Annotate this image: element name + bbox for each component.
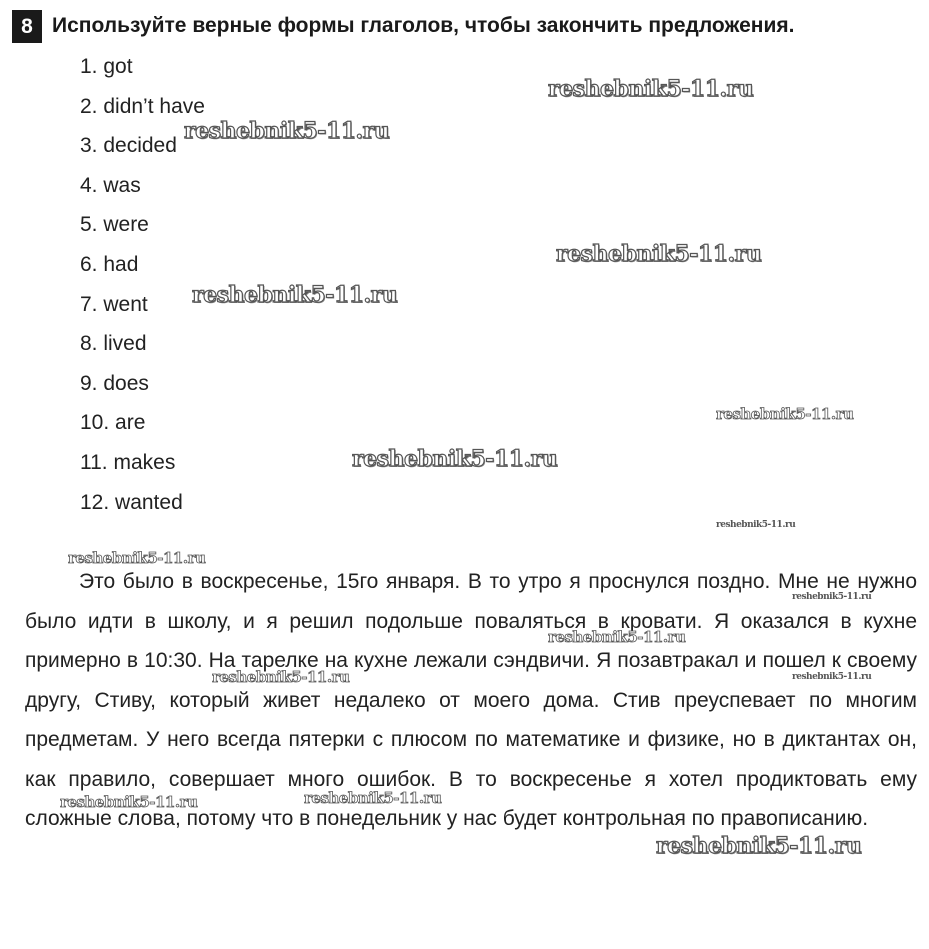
answer-item: 4. was — [80, 173, 141, 197]
answer-item: 12. wanted — [80, 490, 183, 514]
answer-item: 2. didn’t have — [80, 94, 205, 118]
watermark: reshebnik5-11.ru — [716, 405, 854, 423]
answer-item: 7. went — [80, 292, 148, 316]
answer-item: 6. had — [80, 252, 139, 276]
task-number-badge: 8 — [12, 10, 42, 43]
answer-item: 3. decided — [80, 134, 177, 158]
answer-item: 8. lived — [80, 332, 147, 356]
answer-item: 11. makes — [80, 450, 176, 474]
watermark: reshebnik5-11.ru — [60, 793, 198, 811]
watermark: reshebnik5-11.ru — [716, 520, 796, 530]
watermark: reshebnik5-11.ru — [656, 833, 862, 859]
answer-item: 5. were — [80, 213, 149, 237]
watermark: reshebnik5-11.ru — [792, 672, 872, 682]
watermark: reshebnik5-11.ru — [184, 118, 390, 144]
translation-paragraph: Это было в воскресенье, 15го января. В то утро я проснулся поздно. Мне не нужно было идти в школу, и я решил подольше поваляться в кровати. Я оказался в кухне примерно в 10:30. На тарелке на кухне лежали сэндвичи. Я позавтракал и пошел к своему другу, Стиву, который живет недалеко от моего дома. Стив преуспевает по многим предметам. У него всегда пятерки с плюсом по математике и физике, но в диктантах он, как правило, совершает много ошибок. В то воскресенье я хотел продиктовать ему сложные слова, потому что в понедельник у нас будет контрольная по правописанию. — [25, 570, 917, 830]
watermark: reshebnik5-11.ru — [556, 241, 762, 267]
answer-item: 10. are — [80, 411, 146, 435]
watermark: reshebnik5-11.ru — [192, 282, 398, 308]
watermark: reshebnik5-11.ru — [304, 789, 442, 807]
task-title: Используйте верные формы глаголов, чтобы закончить предложения. — [52, 14, 795, 37]
watermark: reshebnik5-11.ru — [548, 628, 686, 646]
watermark: reshebnik5-11.ru — [548, 76, 754, 102]
answer-item: 1. got — [80, 55, 133, 78]
watermark: reshebnik5-11.ru — [68, 549, 206, 567]
watermark: reshebnik5-11.ru — [212, 668, 350, 686]
watermark: reshebnik5-11.ru — [352, 446, 558, 472]
answer-item: 9. does — [80, 371, 149, 395]
watermark: reshebnik5-11.ru — [792, 592, 872, 602]
